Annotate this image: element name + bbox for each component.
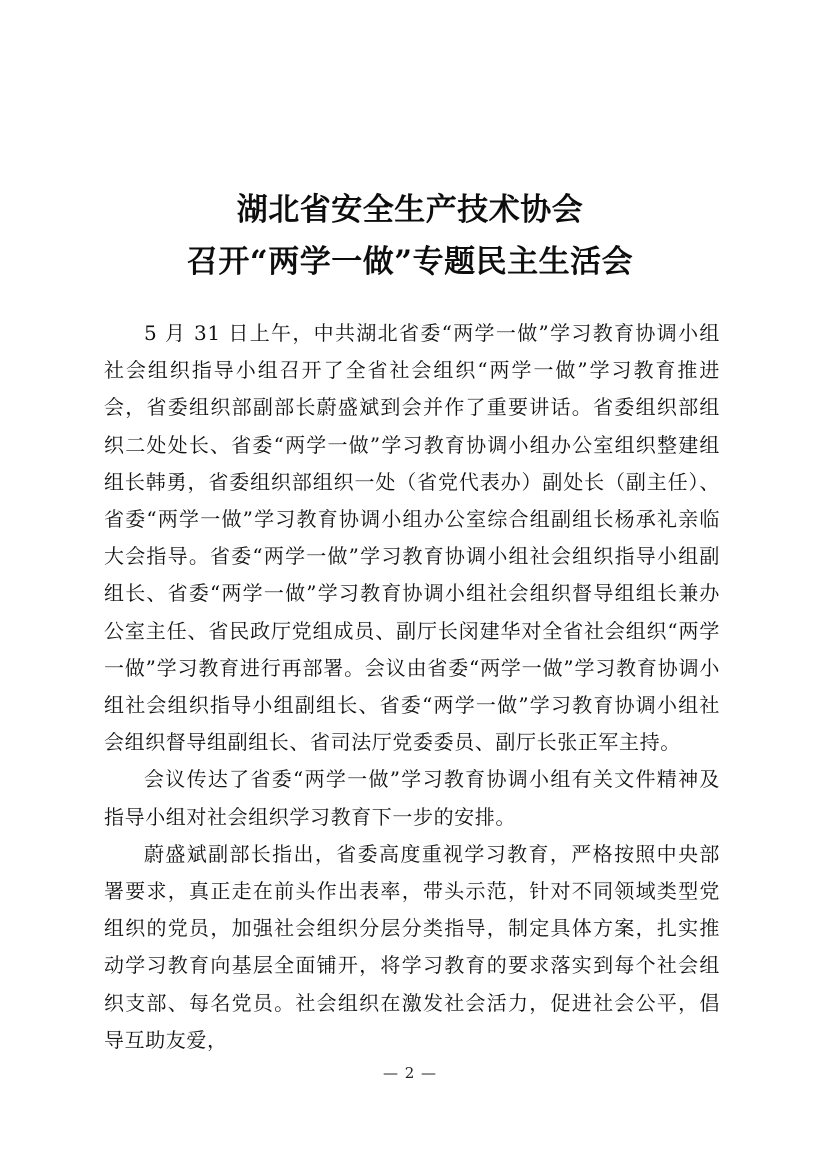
paragraph-2: 会议传达了省委“两学一做”学习教育协调小组有关文件精神及指导小组对社会组织学习教育下一步的安排。 — [104, 767, 720, 829]
document-body — [104, 315, 720, 1059]
title-line-1: 湖北省安全生产技术协会 — [236, 192, 584, 228]
page-number: — 2 — — [382, 1064, 438, 1082]
title-line-2: 召开“两学一做”专题民主生活会 — [186, 244, 634, 280]
paragraph-3: 蔚盛斌副部长指出，省委高度重视学习教育，严格按照中央部署要求，真正走在前头作出表率，带头示范，针对不同领域类型党组织的党员，加强社会组织分层分类指导，制定具体方案，扎实推动学习教育向基层全面铺开，将学习教育的要求落实到每个社会组织支部、每名党员。社会组织在激发社会活力，促进社会公平，倡导互助友爱， — [104, 841, 720, 1052]
document-title — [0, 184, 820, 288]
paragraph-1: 5 月 31 日上午，中共湖北省委“两学一做”学习教育协调小组社会组织指导小组召开了全省社会组织“两学一做”学习教育推进会，省委组织部副部长蔚盛斌到会并作了重要讲话。省委组织部组织二处处长、省委“两学一做”学习教育协调小组办公室组织整建组组长韩勇，省委组织部组织一处（省党代表办）副处长（副主任）、省委“两学一做”学习教育协调小组办公室综合组副组长杨承礼亲临大会指导。省委“两学一做”学习教育协调小组社会组织指导小组副组长、省委“两学一做”学习教育协调小组社会组织督导组组长兼办公室主任、省民政厅党组成员、副厅长闵建华对全省社会组织“两学一做”学习教育进行再部署。会议由省委“两学一做”学习教育协调小组社会组织指导小组副组长、省委“两学一做”学习教育协调小组社会组织督导组副组长、省司法厅党委委员、副厅长张正军主持。 — [104, 321, 720, 755]
